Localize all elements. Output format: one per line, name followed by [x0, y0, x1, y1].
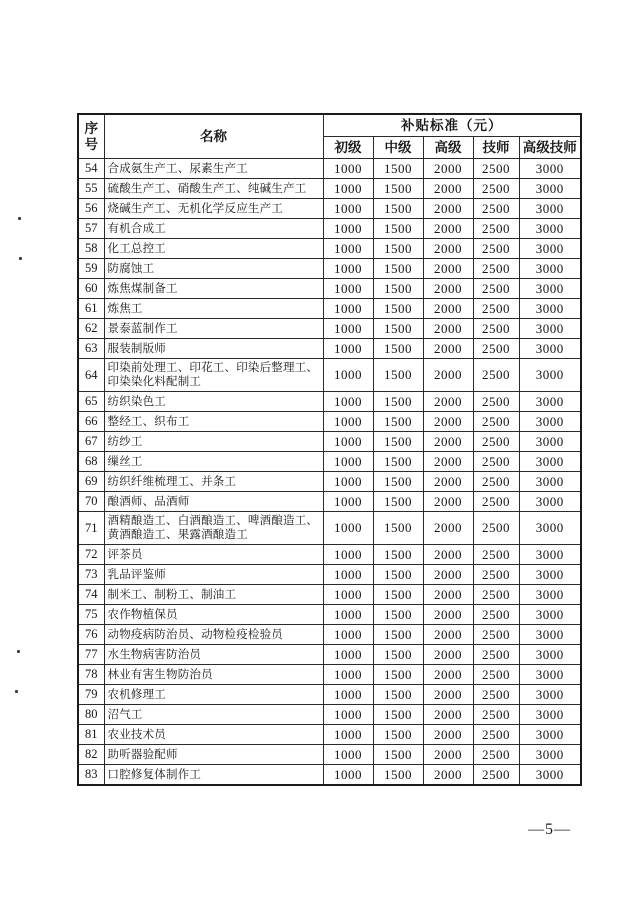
row-occupation-name: 纺织染色工	[104, 392, 323, 412]
header-level-intermediate: 中级	[373, 137, 423, 159]
row-occupation-name: 农机修理工	[104, 685, 323, 705]
row-value-senior-technician: 3000	[519, 452, 581, 472]
row-value-senior: 2000	[423, 725, 473, 745]
table-body	[78, 159, 581, 786]
table-row	[78, 765, 581, 786]
row-value-junior: 1000	[323, 259, 373, 279]
row-value-technician: 2500	[473, 725, 519, 745]
row-number: 60	[78, 279, 104, 299]
row-value-intermediate: 1500	[373, 179, 423, 199]
table-row	[78, 585, 581, 605]
margin-speck	[18, 217, 21, 220]
row-value-intermediate: 1500	[373, 545, 423, 565]
row-number: 54	[78, 159, 104, 179]
row-value-intermediate: 1500	[373, 492, 423, 512]
table-row	[78, 219, 581, 239]
row-value-senior-technician: 3000	[519, 585, 581, 605]
row-value-senior-technician: 3000	[519, 259, 581, 279]
row-number: 73	[78, 565, 104, 585]
header-level-senior-technician: 高级技师	[519, 137, 581, 159]
row-occupation-name: 沼气工	[104, 705, 323, 725]
row-value-senior-technician: 3000	[519, 179, 581, 199]
row-value-technician: 2500	[473, 239, 519, 259]
row-occupation-name: 评茶员	[104, 545, 323, 565]
row-value-senior-technician: 3000	[519, 339, 581, 359]
row-value-intermediate: 1500	[373, 279, 423, 299]
row-value-technician: 2500	[473, 512, 519, 545]
row-value-senior: 2000	[423, 645, 473, 665]
table-row	[78, 512, 581, 545]
row-occupation-name: 酒精酿造工、白酒酿造工、啤酒酿造工、黄酒酿造工、果露酒酿造工	[104, 512, 323, 545]
header-level-technician: 技师	[473, 137, 519, 159]
row-occupation-name: 助听器验配师	[104, 745, 323, 765]
row-value-technician: 2500	[473, 452, 519, 472]
row-value-senior: 2000	[423, 359, 473, 392]
row-value-junior: 1000	[323, 705, 373, 725]
row-value-technician: 2500	[473, 339, 519, 359]
row-value-junior: 1000	[323, 239, 373, 259]
header-index	[78, 114, 104, 159]
row-occupation-name: 农业技术员	[104, 725, 323, 745]
table-row	[78, 319, 581, 339]
row-value-senior-technician: 3000	[519, 239, 581, 259]
table-row	[78, 665, 581, 685]
row-value-senior: 2000	[423, 472, 473, 492]
row-value-senior-technician: 3000	[519, 645, 581, 665]
row-value-senior: 2000	[423, 179, 473, 199]
row-value-intermediate: 1500	[373, 219, 423, 239]
row-value-technician: 2500	[473, 432, 519, 452]
row-value-senior: 2000	[423, 432, 473, 452]
row-value-junior: 1000	[323, 219, 373, 239]
row-value-intermediate: 1500	[373, 412, 423, 432]
row-number: 74	[78, 585, 104, 605]
row-occupation-name: 水生物病害防治员	[104, 645, 323, 665]
row-occupation-name: 景泰蓝制作工	[104, 319, 323, 339]
row-value-junior: 1000	[323, 645, 373, 665]
row-number: 58	[78, 239, 104, 259]
table-row	[78, 359, 581, 392]
row-number: 71	[78, 512, 104, 545]
row-value-technician: 2500	[473, 665, 519, 685]
row-value-technician: 2500	[473, 545, 519, 565]
row-value-senior: 2000	[423, 765, 473, 786]
row-value-junior: 1000	[323, 299, 373, 319]
row-value-technician: 2500	[473, 605, 519, 625]
row-value-junior: 1000	[323, 625, 373, 645]
row-value-intermediate: 1500	[373, 159, 423, 179]
row-occupation-name: 纺织纤维梳理工、并条工	[104, 472, 323, 492]
page-number: —5—	[528, 821, 571, 838]
row-value-senior: 2000	[423, 219, 473, 239]
row-value-junior: 1000	[323, 179, 373, 199]
row-number: 78	[78, 665, 104, 685]
row-value-technician: 2500	[473, 259, 519, 279]
row-occupation-name: 口腔修复体制作工	[104, 765, 323, 786]
row-value-junior: 1000	[323, 392, 373, 412]
row-number: 77	[78, 645, 104, 665]
table-row	[78, 239, 581, 259]
row-number: 76	[78, 625, 104, 645]
table-row	[78, 279, 581, 299]
row-value-intermediate: 1500	[373, 199, 423, 219]
row-value-senior-technician: 3000	[519, 392, 581, 412]
table-row	[78, 565, 581, 585]
row-value-senior-technician: 3000	[519, 492, 581, 512]
row-value-junior: 1000	[323, 452, 373, 472]
header-level-junior: 初级	[323, 137, 373, 159]
row-value-intermediate: 1500	[373, 359, 423, 392]
row-value-intermediate: 1500	[373, 392, 423, 412]
margin-speck	[17, 650, 20, 653]
row-value-senior: 2000	[423, 339, 473, 359]
row-number: 70	[78, 492, 104, 512]
table-row	[78, 299, 581, 319]
row-number: 65	[78, 392, 104, 412]
row-value-senior: 2000	[423, 199, 473, 219]
header-name: 名称	[104, 114, 323, 159]
row-value-junior: 1000	[323, 432, 373, 452]
row-value-intermediate: 1500	[373, 512, 423, 545]
row-value-intermediate: 1500	[373, 432, 423, 452]
row-value-technician: 2500	[473, 625, 519, 645]
row-value-senior-technician: 3000	[519, 279, 581, 299]
row-number: 55	[78, 179, 104, 199]
row-value-senior-technician: 3000	[519, 432, 581, 452]
row-value-technician: 2500	[473, 359, 519, 392]
row-occupation-name: 防腐蚀工	[104, 259, 323, 279]
row-value-intermediate: 1500	[373, 259, 423, 279]
row-occupation-name: 硫酸生产工、硝酸生产工、纯碱生产工	[104, 179, 323, 199]
row-value-intermediate: 1500	[373, 299, 423, 319]
row-occupation-name: 印染前处理工、印花工、印染后整理工、印染染化料配制工	[104, 359, 323, 392]
row-value-senior-technician: 3000	[519, 545, 581, 565]
subsidy-table	[77, 113, 582, 786]
row-value-senior: 2000	[423, 239, 473, 259]
table-row	[78, 725, 581, 745]
table-row	[78, 745, 581, 765]
row-value-technician: 2500	[473, 392, 519, 412]
table-header	[78, 114, 581, 159]
row-value-senior-technician: 3000	[519, 299, 581, 319]
row-value-senior: 2000	[423, 259, 473, 279]
row-value-senior-technician: 3000	[519, 412, 581, 432]
row-number: 67	[78, 432, 104, 452]
row-value-senior-technician: 3000	[519, 359, 581, 392]
row-value-technician: 2500	[473, 179, 519, 199]
row-number: 81	[78, 725, 104, 745]
row-number: 59	[78, 259, 104, 279]
row-value-junior: 1000	[323, 472, 373, 492]
row-number: 69	[78, 472, 104, 492]
table-row	[78, 412, 581, 432]
row-value-junior: 1000	[323, 279, 373, 299]
row-value-technician: 2500	[473, 745, 519, 765]
row-value-senior-technician: 3000	[519, 319, 581, 339]
row-number: 56	[78, 199, 104, 219]
row-number: 82	[78, 745, 104, 765]
row-value-senior-technician: 3000	[519, 512, 581, 545]
row-value-junior: 1000	[323, 565, 373, 585]
row-value-intermediate: 1500	[373, 705, 423, 725]
table-row	[78, 705, 581, 725]
row-value-junior: 1000	[323, 159, 373, 179]
row-value-technician: 2500	[473, 279, 519, 299]
row-occupation-name: 整经工、织布工	[104, 412, 323, 432]
row-value-senior: 2000	[423, 565, 473, 585]
table-row	[78, 159, 581, 179]
header-row-group	[78, 114, 581, 137]
row-value-senior: 2000	[423, 625, 473, 645]
table-row	[78, 545, 581, 565]
row-value-senior-technician: 3000	[519, 765, 581, 786]
row-value-intermediate: 1500	[373, 605, 423, 625]
row-value-senior-technician: 3000	[519, 745, 581, 765]
row-number: 62	[78, 319, 104, 339]
row-occupation-name: 林业有害生物防治员	[104, 665, 323, 685]
table-row	[78, 685, 581, 705]
row-value-junior: 1000	[323, 359, 373, 392]
row-occupation-name: 合成氨生产工、尿素生产工	[104, 159, 323, 179]
row-value-intermediate: 1500	[373, 319, 423, 339]
row-value-technician: 2500	[473, 219, 519, 239]
row-value-senior-technician: 3000	[519, 665, 581, 685]
row-value-technician: 2500	[473, 565, 519, 585]
row-value-intermediate: 1500	[373, 625, 423, 645]
table-row	[78, 339, 581, 359]
row-value-intermediate: 1500	[373, 585, 423, 605]
row-occupation-name: 酿酒师、品酒师	[104, 492, 323, 512]
table-row	[78, 259, 581, 279]
row-value-junior: 1000	[323, 765, 373, 786]
header-index-label: 序号	[84, 120, 98, 152]
row-value-senior-technician: 3000	[519, 705, 581, 725]
row-value-intermediate: 1500	[373, 765, 423, 786]
row-occupation-name: 动物疫病防治员、动物检疫检验员	[104, 625, 323, 645]
row-value-technician: 2500	[473, 472, 519, 492]
row-number: 57	[78, 219, 104, 239]
row-value-intermediate: 1500	[373, 339, 423, 359]
row-value-senior: 2000	[423, 492, 473, 512]
row-number: 66	[78, 412, 104, 432]
row-value-junior: 1000	[323, 199, 373, 219]
row-value-technician: 2500	[473, 585, 519, 605]
row-number: 75	[78, 605, 104, 625]
row-occupation-name: 服装制版师	[104, 339, 323, 359]
row-value-senior-technician: 3000	[519, 725, 581, 745]
row-value-intermediate: 1500	[373, 725, 423, 745]
row-value-junior: 1000	[323, 339, 373, 359]
row-value-senior: 2000	[423, 512, 473, 545]
row-value-senior-technician: 3000	[519, 219, 581, 239]
row-value-intermediate: 1500	[373, 565, 423, 585]
row-value-intermediate: 1500	[373, 665, 423, 685]
row-value-technician: 2500	[473, 199, 519, 219]
header-subsidy-group: 补贴标准（元）	[323, 114, 581, 137]
row-value-intermediate: 1500	[373, 452, 423, 472]
row-value-technician: 2500	[473, 159, 519, 179]
row-occupation-name: 制米工、制粉工、制油工	[104, 585, 323, 605]
row-value-senior-technician: 3000	[519, 472, 581, 492]
row-value-senior: 2000	[423, 545, 473, 565]
row-occupation-name: 乳品评鉴师	[104, 565, 323, 585]
row-value-junior: 1000	[323, 412, 373, 432]
row-occupation-name: 炼焦工	[104, 299, 323, 319]
row-number: 63	[78, 339, 104, 359]
row-number: 79	[78, 685, 104, 705]
row-value-intermediate: 1500	[373, 745, 423, 765]
row-number: 68	[78, 452, 104, 472]
row-value-senior: 2000	[423, 279, 473, 299]
row-occupation-name: 缫丝工	[104, 452, 323, 472]
row-value-junior: 1000	[323, 492, 373, 512]
table-row	[78, 492, 581, 512]
row-value-senior-technician: 3000	[519, 685, 581, 705]
table-row	[78, 645, 581, 665]
row-number: 64	[78, 359, 104, 392]
header-level-senior: 高级	[423, 137, 473, 159]
row-value-junior: 1000	[323, 665, 373, 685]
row-value-technician: 2500	[473, 705, 519, 725]
row-value-junior: 1000	[323, 319, 373, 339]
row-value-intermediate: 1500	[373, 645, 423, 665]
row-value-technician: 2500	[473, 685, 519, 705]
row-occupation-name: 化工总控工	[104, 239, 323, 259]
row-value-intermediate: 1500	[373, 239, 423, 259]
margin-speck	[19, 257, 22, 260]
row-value-technician: 2500	[473, 319, 519, 339]
table-row	[78, 179, 581, 199]
table-row	[78, 605, 581, 625]
row-value-senior-technician: 3000	[519, 159, 581, 179]
row-occupation-name: 有机合成工	[104, 219, 323, 239]
row-value-senior-technician: 3000	[519, 199, 581, 219]
margin-speck	[15, 690, 18, 693]
row-occupation-name: 纺纱工	[104, 432, 323, 452]
row-value-technician: 2500	[473, 299, 519, 319]
row-value-intermediate: 1500	[373, 685, 423, 705]
table-row	[78, 199, 581, 219]
row-value-senior: 2000	[423, 392, 473, 412]
row-value-junior: 1000	[323, 685, 373, 705]
row-value-senior-technician: 3000	[519, 565, 581, 585]
row-value-senior: 2000	[423, 745, 473, 765]
row-number: 80	[78, 705, 104, 725]
row-value-senior: 2000	[423, 299, 473, 319]
row-value-senior: 2000	[423, 585, 473, 605]
row-value-technician: 2500	[473, 645, 519, 665]
row-value-senior-technician: 3000	[519, 605, 581, 625]
row-value-senior: 2000	[423, 605, 473, 625]
row-value-junior: 1000	[323, 545, 373, 565]
row-value-senior: 2000	[423, 412, 473, 432]
table-row	[78, 452, 581, 472]
row-value-technician: 2500	[473, 492, 519, 512]
row-number: 83	[78, 765, 104, 786]
row-occupation-name: 炼焦煤制备工	[104, 279, 323, 299]
row-number: 61	[78, 299, 104, 319]
row-value-senior-technician: 3000	[519, 625, 581, 645]
row-value-senior: 2000	[423, 705, 473, 725]
row-value-senior: 2000	[423, 665, 473, 685]
row-value-intermediate: 1500	[373, 472, 423, 492]
row-occupation-name: 农作物植保员	[104, 605, 323, 625]
row-number: 72	[78, 545, 104, 565]
table-row	[78, 472, 581, 492]
table-row	[78, 432, 581, 452]
row-value-junior: 1000	[323, 605, 373, 625]
row-value-senior: 2000	[423, 685, 473, 705]
row-occupation-name: 烧碱生产工、无机化学反应生产工	[104, 199, 323, 219]
row-value-junior: 1000	[323, 585, 373, 605]
row-value-senior: 2000	[423, 159, 473, 179]
row-value-technician: 2500	[473, 412, 519, 432]
row-value-senior: 2000	[423, 452, 473, 472]
table-row	[78, 625, 581, 645]
row-value-junior: 1000	[323, 725, 373, 745]
table-row	[78, 392, 581, 412]
row-value-junior: 1000	[323, 745, 373, 765]
row-value-junior: 1000	[323, 512, 373, 545]
row-value-senior: 2000	[423, 319, 473, 339]
row-value-technician: 2500	[473, 765, 519, 786]
